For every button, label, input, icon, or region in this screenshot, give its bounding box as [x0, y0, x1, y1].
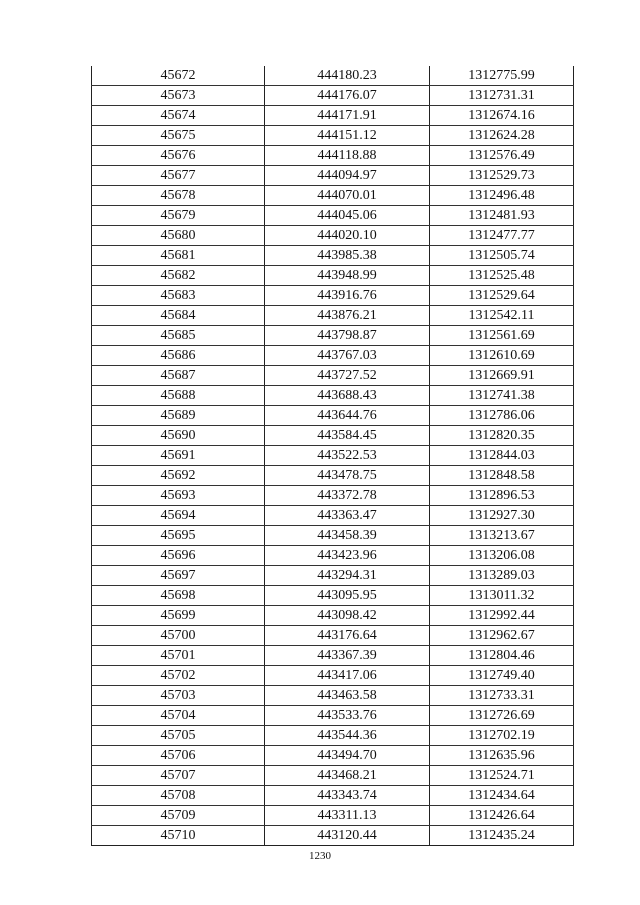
x-coordinate-cell: 443372.78	[265, 486, 430, 506]
point-id-cell: 45686	[92, 346, 265, 366]
x-coordinate-cell: 443458.39	[265, 526, 430, 546]
x-coordinate-cell: 443798.87	[265, 326, 430, 346]
x-coordinate-cell: 443176.64	[265, 626, 430, 646]
y-coordinate-cell: 1312624.28	[430, 126, 574, 146]
point-id-cell: 45706	[92, 746, 265, 766]
y-coordinate-cell: 1312674.16	[430, 106, 574, 126]
point-id-cell: 45674	[92, 106, 265, 126]
y-coordinate-cell: 1312731.31	[430, 86, 574, 106]
y-coordinate-cell: 1312496.48	[430, 186, 574, 206]
y-coordinate-cell: 1312702.19	[430, 726, 574, 746]
table-row	[92, 526, 574, 546]
point-id-cell: 45676	[92, 146, 265, 166]
y-coordinate-cell: 1312927.30	[430, 506, 574, 526]
y-coordinate-cell: 1312505.74	[430, 246, 574, 266]
x-coordinate-cell: 444045.06	[265, 206, 430, 226]
table-row	[92, 446, 574, 466]
y-coordinate-cell: 1312481.93	[430, 206, 574, 226]
x-coordinate-cell: 443948.99	[265, 266, 430, 286]
y-coordinate-cell: 1312477.77	[430, 226, 574, 246]
point-id-cell: 45704	[92, 706, 265, 726]
x-coordinate-cell: 444094.97	[265, 166, 430, 186]
y-coordinate-cell: 1313289.03	[430, 566, 574, 586]
table-row	[92, 206, 574, 226]
x-coordinate-cell: 443367.39	[265, 646, 430, 666]
x-coordinate-cell: 443985.38	[265, 246, 430, 266]
y-coordinate-cell: 1312576.49	[430, 146, 574, 166]
table-row	[92, 106, 574, 126]
x-coordinate-cell: 443584.45	[265, 426, 430, 446]
y-coordinate-cell: 1312561.69	[430, 326, 574, 346]
point-id-cell: 45675	[92, 126, 265, 146]
y-coordinate-cell: 1312804.46	[430, 646, 574, 666]
point-id-cell: 45702	[92, 666, 265, 686]
x-coordinate-cell: 443544.36	[265, 726, 430, 746]
point-id-cell: 45695	[92, 526, 265, 546]
x-coordinate-cell: 443494.70	[265, 746, 430, 766]
table-row	[92, 326, 574, 346]
y-coordinate-cell: 1312749.40	[430, 666, 574, 686]
y-coordinate-cell: 1312542.11	[430, 306, 574, 326]
point-id-cell: 45688	[92, 386, 265, 406]
x-coordinate-cell: 444180.23	[265, 66, 430, 86]
table-row	[92, 126, 574, 146]
y-coordinate-cell: 1312741.38	[430, 386, 574, 406]
x-coordinate-cell: 443417.06	[265, 666, 430, 686]
table-row	[92, 506, 574, 526]
point-id-cell: 45703	[92, 686, 265, 706]
point-id-cell: 45690	[92, 426, 265, 446]
y-coordinate-cell: 1312844.03	[430, 446, 574, 466]
table-row	[92, 386, 574, 406]
table-row	[92, 486, 574, 506]
point-id-cell: 45680	[92, 226, 265, 246]
table-row	[92, 626, 574, 646]
y-coordinate-cell: 1312669.91	[430, 366, 574, 386]
y-coordinate-cell: 1312529.73	[430, 166, 574, 186]
table-row	[92, 806, 574, 826]
y-coordinate-cell: 1312635.96	[430, 746, 574, 766]
x-coordinate-cell: 443098.42	[265, 606, 430, 626]
table-row	[92, 86, 574, 106]
x-coordinate-cell: 443294.31	[265, 566, 430, 586]
y-coordinate-cell: 1312426.64	[430, 806, 574, 826]
x-coordinate-cell: 443120.44	[265, 826, 430, 846]
x-coordinate-cell: 443727.52	[265, 366, 430, 386]
x-coordinate-cell: 443363.47	[265, 506, 430, 526]
x-coordinate-cell: 444118.88	[265, 146, 430, 166]
table-row	[92, 66, 574, 86]
point-id-cell: 45684	[92, 306, 265, 326]
x-coordinate-cell: 443876.21	[265, 306, 430, 326]
point-id-cell: 45696	[92, 546, 265, 566]
x-coordinate-cell: 444070.01	[265, 186, 430, 206]
table-row	[92, 786, 574, 806]
point-id-cell: 45689	[92, 406, 265, 426]
y-coordinate-cell: 1312434.64	[430, 786, 574, 806]
table-row	[92, 146, 574, 166]
table-row	[92, 346, 574, 366]
y-coordinate-cell: 1312848.58	[430, 466, 574, 486]
point-id-cell: 45682	[92, 266, 265, 286]
table-row	[92, 646, 574, 666]
x-coordinate-cell: 444151.12	[265, 126, 430, 146]
x-coordinate-cell: 443343.74	[265, 786, 430, 806]
point-id-cell: 45699	[92, 606, 265, 626]
table-row	[92, 186, 574, 206]
x-coordinate-cell: 443522.53	[265, 446, 430, 466]
table-row	[92, 686, 574, 706]
y-coordinate-cell: 1312896.53	[430, 486, 574, 506]
point-id-cell: 45687	[92, 366, 265, 386]
x-coordinate-cell: 444171.91	[265, 106, 430, 126]
table-row	[92, 466, 574, 486]
point-id-cell: 45710	[92, 826, 265, 846]
table-row	[92, 606, 574, 626]
y-coordinate-cell: 1312992.44	[430, 606, 574, 626]
point-id-cell: 45692	[92, 466, 265, 486]
table-row	[92, 546, 574, 566]
x-coordinate-cell: 443463.58	[265, 686, 430, 706]
table-row	[92, 766, 574, 786]
point-id-cell: 45705	[92, 726, 265, 746]
table-row	[92, 826, 574, 846]
y-coordinate-cell: 1312524.71	[430, 766, 574, 786]
point-id-cell: 45700	[92, 626, 265, 646]
table-row	[92, 726, 574, 746]
point-id-cell: 45673	[92, 86, 265, 106]
point-id-cell: 45701	[92, 646, 265, 666]
point-id-cell: 45677	[92, 166, 265, 186]
point-id-cell: 45683	[92, 286, 265, 306]
table-row	[92, 266, 574, 286]
table-row	[92, 226, 574, 246]
y-coordinate-cell: 1313206.08	[430, 546, 574, 566]
table-row	[92, 586, 574, 606]
table-row	[92, 426, 574, 446]
coordinate-table	[91, 66, 574, 846]
x-coordinate-cell: 444020.10	[265, 226, 430, 246]
y-coordinate-cell: 1313011.32	[430, 586, 574, 606]
point-id-cell: 45685	[92, 326, 265, 346]
y-coordinate-cell: 1312726.69	[430, 706, 574, 726]
y-coordinate-cell: 1312962.67	[430, 626, 574, 646]
point-id-cell: 45681	[92, 246, 265, 266]
point-id-cell: 45707	[92, 766, 265, 786]
point-id-cell: 45698	[92, 586, 265, 606]
table-row	[92, 566, 574, 586]
table-row	[92, 286, 574, 306]
point-id-cell: 45697	[92, 566, 265, 586]
y-coordinate-cell: 1313213.67	[430, 526, 574, 546]
x-coordinate-cell: 443468.21	[265, 766, 430, 786]
x-coordinate-cell: 443916.76	[265, 286, 430, 306]
point-id-cell: 45672	[92, 66, 265, 86]
y-coordinate-cell: 1312525.48	[430, 266, 574, 286]
x-coordinate-cell: 444176.07	[265, 86, 430, 106]
y-coordinate-cell: 1312775.99	[430, 66, 574, 86]
y-coordinate-cell: 1312610.69	[430, 346, 574, 366]
point-id-cell: 45693	[92, 486, 265, 506]
page-number: 1230	[309, 850, 331, 862]
x-coordinate-cell: 443533.76	[265, 706, 430, 726]
y-coordinate-cell: 1312786.06	[430, 406, 574, 426]
point-id-cell: 45694	[92, 506, 265, 526]
point-id-cell: 45691	[92, 446, 265, 466]
x-coordinate-cell: 443423.96	[265, 546, 430, 566]
x-coordinate-cell: 443311.13	[265, 806, 430, 826]
table-row	[92, 166, 574, 186]
point-id-cell: 45678	[92, 186, 265, 206]
point-id-cell: 45709	[92, 806, 265, 826]
x-coordinate-cell: 443478.75	[265, 466, 430, 486]
table-row	[92, 406, 574, 426]
table-row	[92, 706, 574, 726]
table-row	[92, 306, 574, 326]
table-row	[92, 746, 574, 766]
y-coordinate-cell: 1312529.64	[430, 286, 574, 306]
y-coordinate-cell: 1312820.35	[430, 426, 574, 446]
table-row	[92, 666, 574, 686]
x-coordinate-cell: 443644.76	[265, 406, 430, 426]
y-coordinate-cell: 1312435.24	[430, 826, 574, 846]
x-coordinate-cell: 443767.03	[265, 346, 430, 366]
point-id-cell: 45708	[92, 786, 265, 806]
x-coordinate-cell: 443688.43	[265, 386, 430, 406]
coordinate-table-body	[92, 66, 574, 846]
x-coordinate-cell: 443095.95	[265, 586, 430, 606]
table-row	[92, 366, 574, 386]
table-row	[92, 246, 574, 266]
y-coordinate-cell: 1312733.31	[430, 686, 574, 706]
point-id-cell: 45679	[92, 206, 265, 226]
